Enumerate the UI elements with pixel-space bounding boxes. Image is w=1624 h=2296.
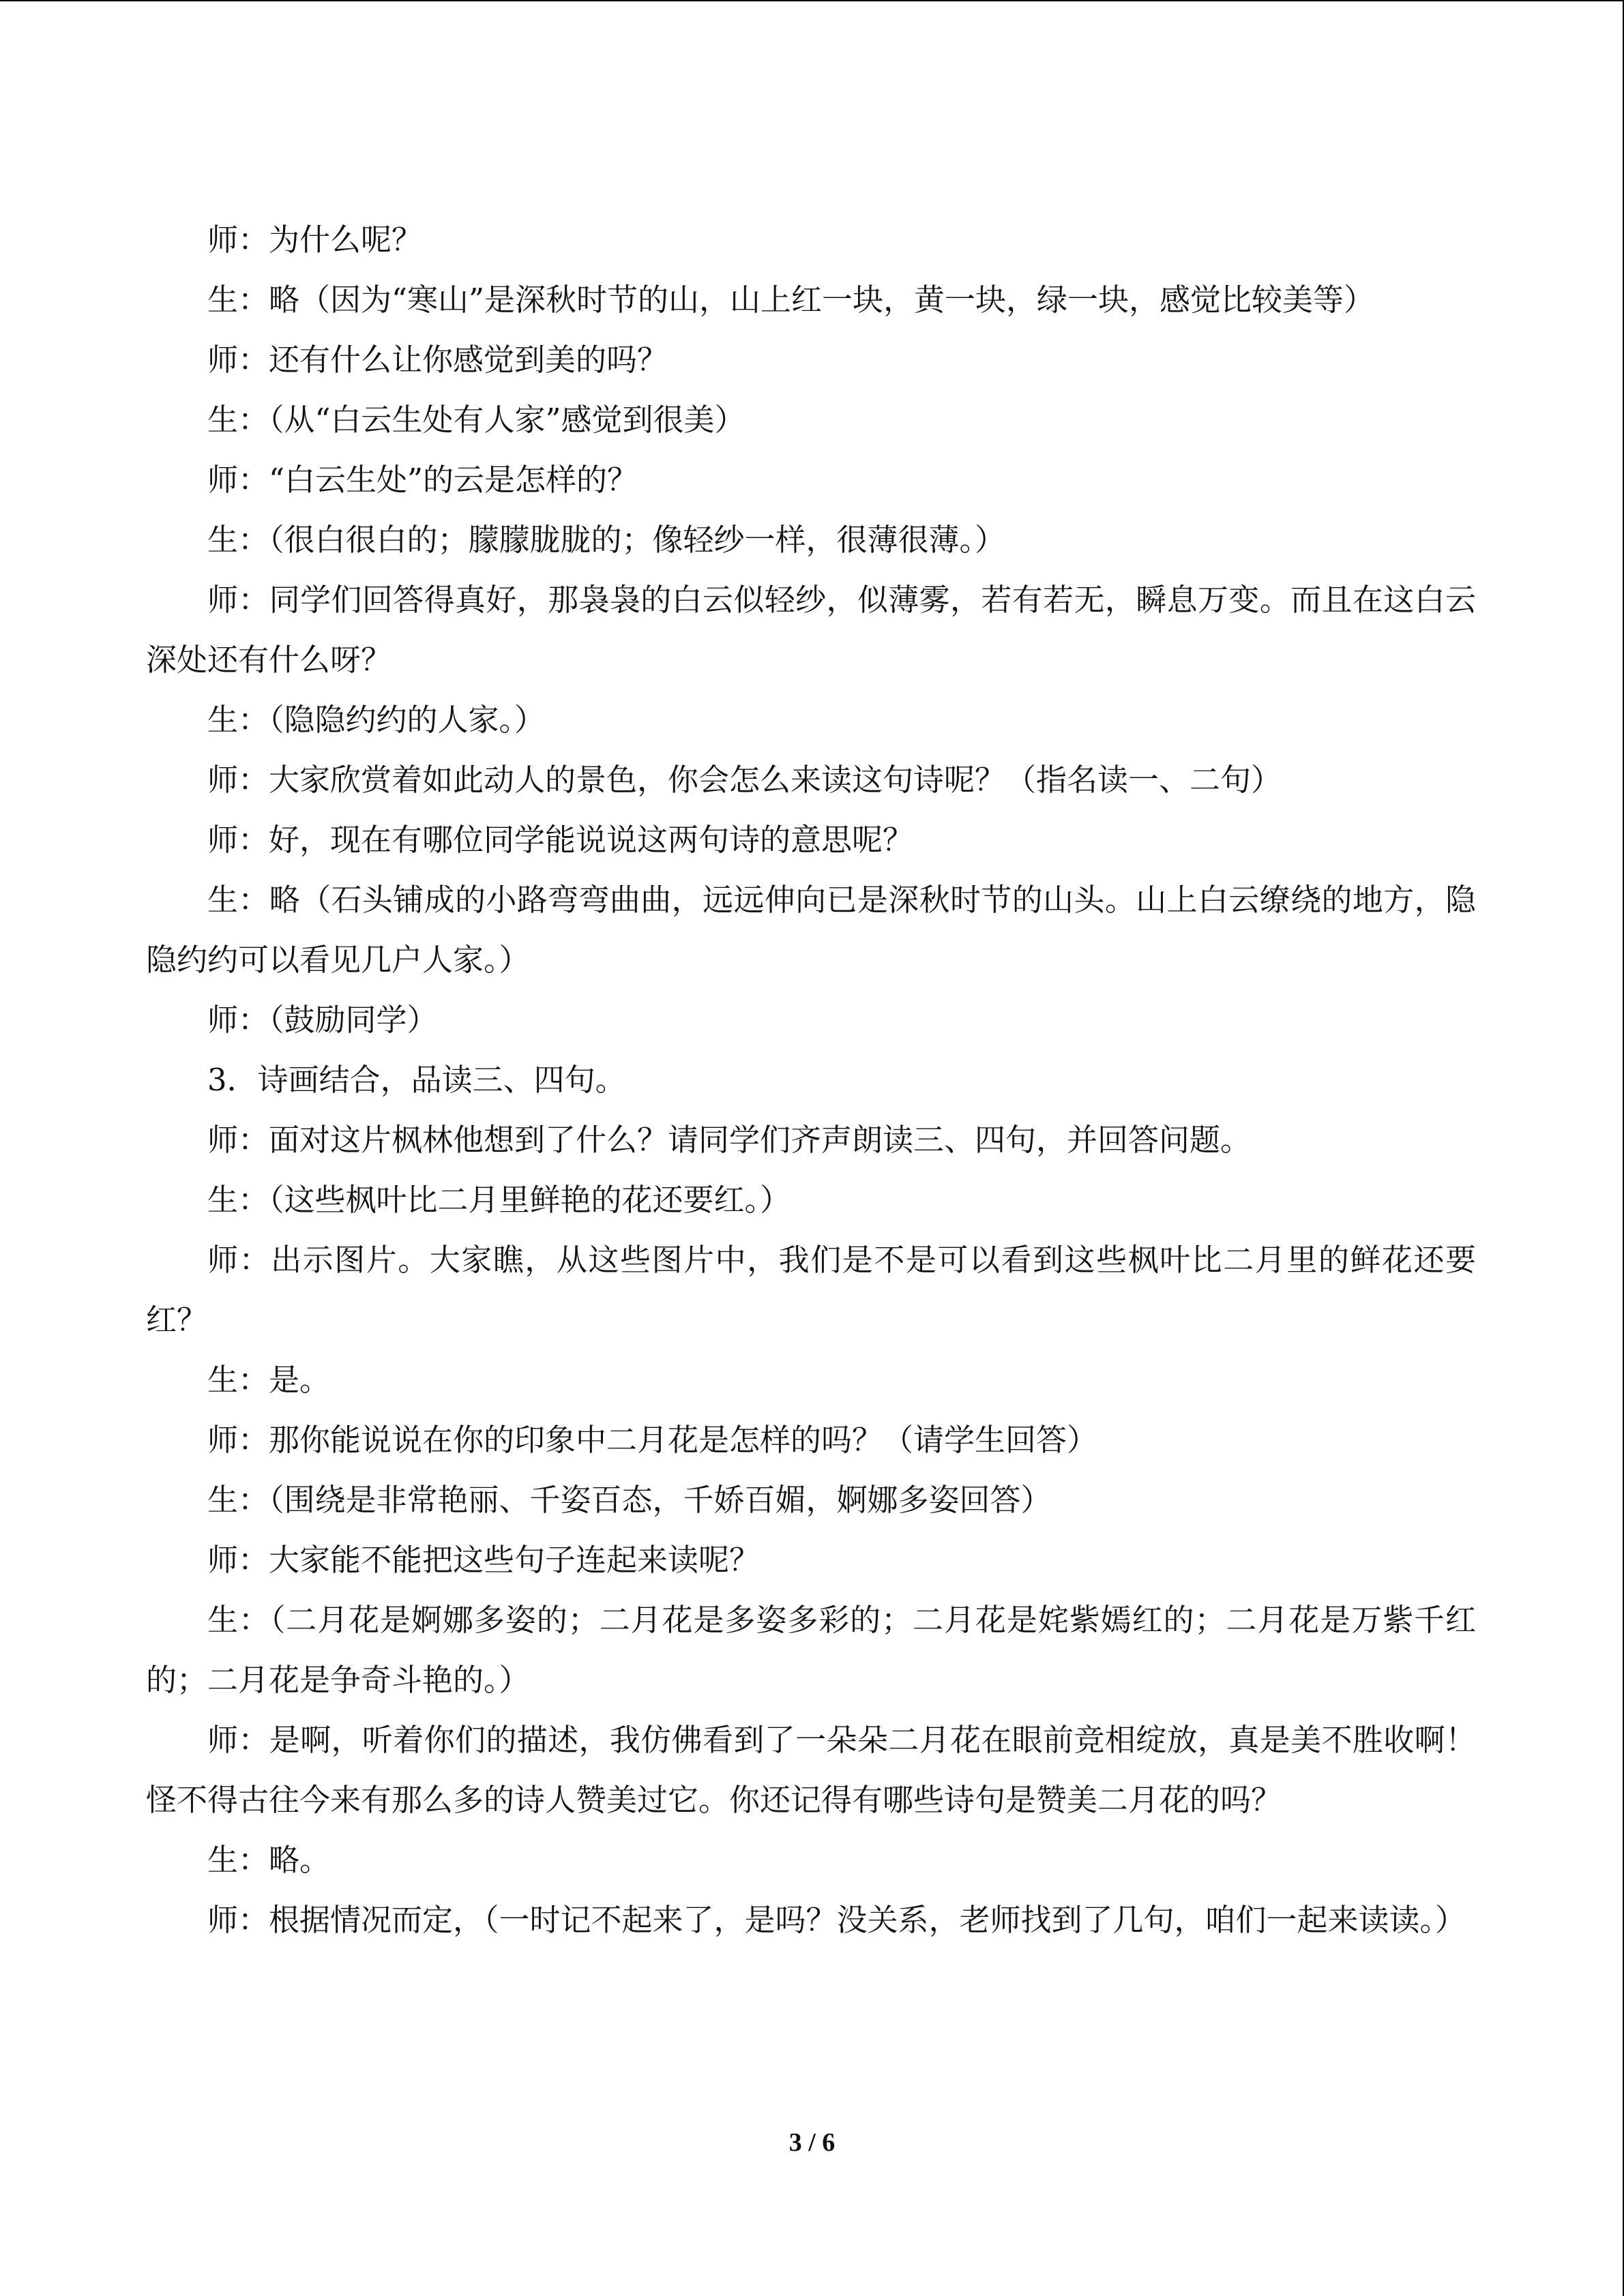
paragraph: 生：（隐隐约约的人家。）: [207, 702, 546, 738]
paragraph: 生：（二月花是婀娜多姿的；二月花是多姿多彩的；二月花是姹紫嫣红的；二月花是万紫千红的；二月花是争奇斗艳的。）: [146, 1602, 1476, 1698]
paragraph: 师：好，现在有哪位同学能说说这两句诗的意思呢？: [207, 822, 914, 858]
paragraph: 生：（围绕是非常艳丽、千姿百态，千娇百媚，婀娜多姿回答）: [207, 1482, 1052, 1518]
paragraph: 生：略。: [207, 1842, 331, 1878]
paragraph: 生：是。: [207, 1362, 331, 1398]
section-heading: 3．诗画结合，品读三、四句。: [207, 1062, 626, 1098]
paragraph: 师：同学们回答得真好，那袅袅的白云似轻纱，似薄雾，若有若无，瞬息万变。而且在这白云深处还有什么呀？: [146, 582, 1476, 678]
paragraph: 师：出示图片。大家瞧，从这些图片中，我们是不是可以看到这些枫叶比二月里的鲜花还要红？: [146, 1242, 1476, 1338]
paragraph: 师：大家欣赏着如此动人的景色，你会怎么来读这句诗呢？（指名读一、二句）: [207, 762, 1282, 798]
paragraph: 生：（很白很白的；朦朦胧胧的；像轻纱一样，很薄很薄。）: [207, 522, 1006, 558]
paragraph: 师：那你能说说在你的印象中二月花是怎样的吗？（请学生回答）: [207, 1422, 1098, 1458]
paragraph: 师：（鼓励同学）: [207, 1002, 438, 1038]
document-body: [146, 210, 1476, 1950]
paragraph: 生：略（因为“寒山”是深秋时节的山，山上红一块，黄一块，绿一块，感觉比较美等）: [207, 282, 1375, 318]
paragraph: 师：根据情况而定，（一时记不起来了，是吗？没关系，老师找到了几句，咱们一起来读读。）: [207, 1902, 1466, 1938]
page-number: 3 / 6: [788, 2128, 836, 2157]
paragraph: 师：面对这片枫林他想到了什么？请同学们齐声朗读三、四句，并回答问题。: [207, 1122, 1252, 1158]
paragraph: 师：“白云生处”的云是怎样的？: [207, 462, 638, 498]
paragraph: 生：（这些枫叶比二月里鲜艳的花还要红。）: [207, 1182, 791, 1218]
paragraph: 师：大家能不能把这些句子连起来读呢？: [207, 1542, 761, 1578]
paragraph: 生：略（石头铺成的小路弯弯曲曲，远远伸向已是深秋时节的山头。山上白云缭绕的地方，隐隐约约可以看见几户人家。）: [146, 882, 1476, 978]
paragraph: 师：是啊，听着你们的描述，我仿佛看到了一朵朵二月花在眼前竞相绽放，真是美不胜收啊！怪不得古往今来有那么多的诗人赞美过它。你还记得有哪些诗句是赞美二月花的吗？: [146, 1722, 1476, 1818]
paragraph: 师：为什么呢？: [207, 222, 423, 258]
paragraph: 生：（从“白云生处有人家”感觉到很美）: [207, 402, 745, 438]
paragraph: 师：还有什么让你感觉到美的吗？: [207, 342, 668, 378]
